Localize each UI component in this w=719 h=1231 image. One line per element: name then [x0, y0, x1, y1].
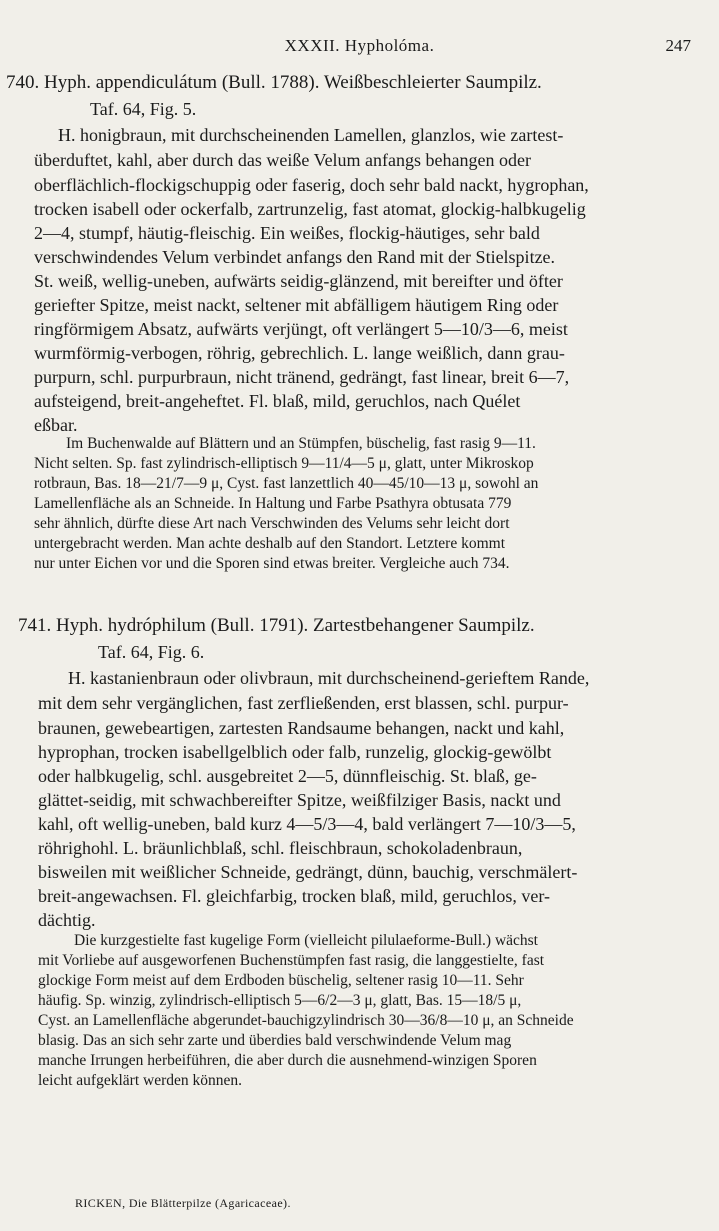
entry-heading: 740. Hyph. appendiculátum (Bull. 1788). Weißbeschleierter Saumpilz.	[6, 72, 542, 93]
page-number: 247	[665, 36, 691, 55]
note-line: nur unter Eichen vor und die Sporen sind etwas breiter. Vergleiche auch 734.	[34, 555, 510, 572]
note-line: häufig. Sp. winzig, zylindrisch-elliptisch 5—6/2—3 μ, glatt, Bas. 15—18/5 μ,	[38, 992, 522, 1009]
footer-signature: RICKEN, Die Blätterpilze (Agaricaceae).	[75, 1196, 291, 1210]
note-line: untergebracht werden. Man achte deshalb auf den Standort. Letztere kommt	[34, 535, 505, 552]
running-title: XXXII. Hypholóma.	[284, 36, 435, 55]
description-line: aufsteigend, breit-angeheftet. Fl. blaß, mild, geruchlos, nach Quélet	[34, 391, 521, 411]
entry-heading: 741. Hyph. hydróphilum (Bull. 1791). Zartestbehangener Saumpilz.	[18, 615, 535, 636]
plate-reference: Taf. 64, Fig. 6.	[98, 642, 205, 662]
description-line: eßbar.	[34, 415, 78, 435]
note-line: Nicht selten. Sp. fast zylindrisch-elliptisch 9—11/4—5 μ, glatt, unter Mikroskop	[34, 455, 534, 472]
note-line: Die kurzgestielte fast kugelige Form (vielleicht pilulaeforme-Bull.) wächst	[74, 932, 538, 949]
description-line: ringförmigem Absatz, aufwärts verjüngt, oft verlängert 5—10/3—6, meist	[34, 319, 568, 339]
note-line: Lamellenfläche als an Schneide. In Haltung und Farbe Psathyra obtusata 779	[34, 495, 512, 512]
note-line: manche Irrungen herbeiführen, die aber durch die ausnehmend-winzigen Sporen	[38, 1052, 537, 1069]
description-line: verschwindendes Velum verbindet anfangs den Rand mit der Stielspitze.	[34, 247, 556, 267]
note-line: leicht aufgeklärt werden können.	[38, 1072, 242, 1089]
description-line: H. kastanienbraun oder olivbraun, mit durchscheinend-gerieftem Rande,	[68, 668, 590, 688]
plate-reference: Taf. 64, Fig. 5.	[90, 99, 197, 119]
description-line: wurmförmig-verbogen, röhrig, gebrechlich. L. lange weißlich, dann grau-	[34, 343, 565, 363]
description-line: geriefter Spitze, meist nackt, seltener mit abfälligem häutigem Ring oder	[34, 295, 559, 315]
description-line: H. honigbraun, mit durchscheinenden Lamellen, glanzlos, wie zartest-	[58, 125, 564, 145]
description-line: kahl, oft wellig-uneben, bald kurz 4—5/3—4, bald verlängert 7—10/3—5,	[38, 814, 576, 834]
note-line: Im Buchenwalde auf Blättern und an Stümpfen, büschelig, fast rasig 9—11.	[66, 435, 536, 452]
description-line: oder halbkugelig, schl. ausgebreitet 2—5, dünnfleischig. St. blaß, ge-	[38, 766, 537, 786]
description-line: röhrighohl. L. bräunlichblaß, schl. fleischbraun, schokoladenbraun,	[38, 838, 523, 858]
description-line: glättet-seidig, mit schwachbereifter Spitze, weißfilziger Basis, nackt und	[38, 790, 561, 810]
description-line: trocken isabell oder ockerfalb, zartrunzelig, fast atomat, glockig-halbkugelig	[34, 199, 586, 219]
description-line: bisweilen mit weißlicher Schneide, gedrängt, dünn, bauchig, verschmälert-	[38, 862, 578, 882]
description-line: St. weiß, wellig-uneben, aufwärts seidig-glänzend, mit bereifter und öfter	[34, 271, 563, 291]
note-line: sehr ähnlich, dürfte diese Art nach Verschwinden des Velums sehr leicht dort	[34, 515, 510, 532]
description-line: purpurn, schl. purpurbraun, nicht tränend, gedrängt, fast linear, breit 6—7,	[34, 367, 570, 387]
note-line: mit Vorliebe auf ausgeworfenen Buchenstümpfen fast rasig, die langgestielte, fast	[38, 952, 545, 969]
description-line: oberflächlich-flockigschuppig oder faserig, doch sehr bald nackt, hygrophan,	[34, 175, 589, 195]
description-line: überduftet, kahl, aber durch das weiße Velum anfangs behangen oder	[34, 150, 531, 170]
note-line: Cyst. an Lamellenfläche abgerundet-bauchigzylindrisch 30—36/8—10 μ, an Schneide	[38, 1012, 574, 1029]
description-line: 2—4, stumpf, häutig-fleischig. Ein weißes, flockig-häutiges, sehr bald	[34, 223, 540, 243]
note-line: rotbraun, Bas. 18—21/7—9 μ, Cyst. fast lanzettlich 40—45/10—13 μ, sowohl an	[34, 475, 539, 492]
note-line: blasig. Das an sich sehr zarte und überdies bald verschwindende Velum mag	[38, 1032, 512, 1049]
description-line: breit-angewachsen. Fl. gleichfarbig, trocken blaß, mild, geruchlos, ver-	[38, 886, 550, 906]
note-line: glockige Form meist auf dem Erdboden büschelig, seltener rasig 10—11. Sehr	[38, 972, 524, 989]
description-line: mit dem sehr vergänglichen, fast zerfließenden, erst blassen, schl. purpur-	[38, 693, 569, 713]
description-line: braunen, gewebeartigen, zartesten Randsaume behangen, nackt und kahl,	[38, 718, 565, 738]
description-line: dächtig.	[38, 910, 96, 930]
description-line: hyprophan, trocken isabellgelblich oder falb, runzelig, glockig-gewölbt	[38, 742, 552, 762]
